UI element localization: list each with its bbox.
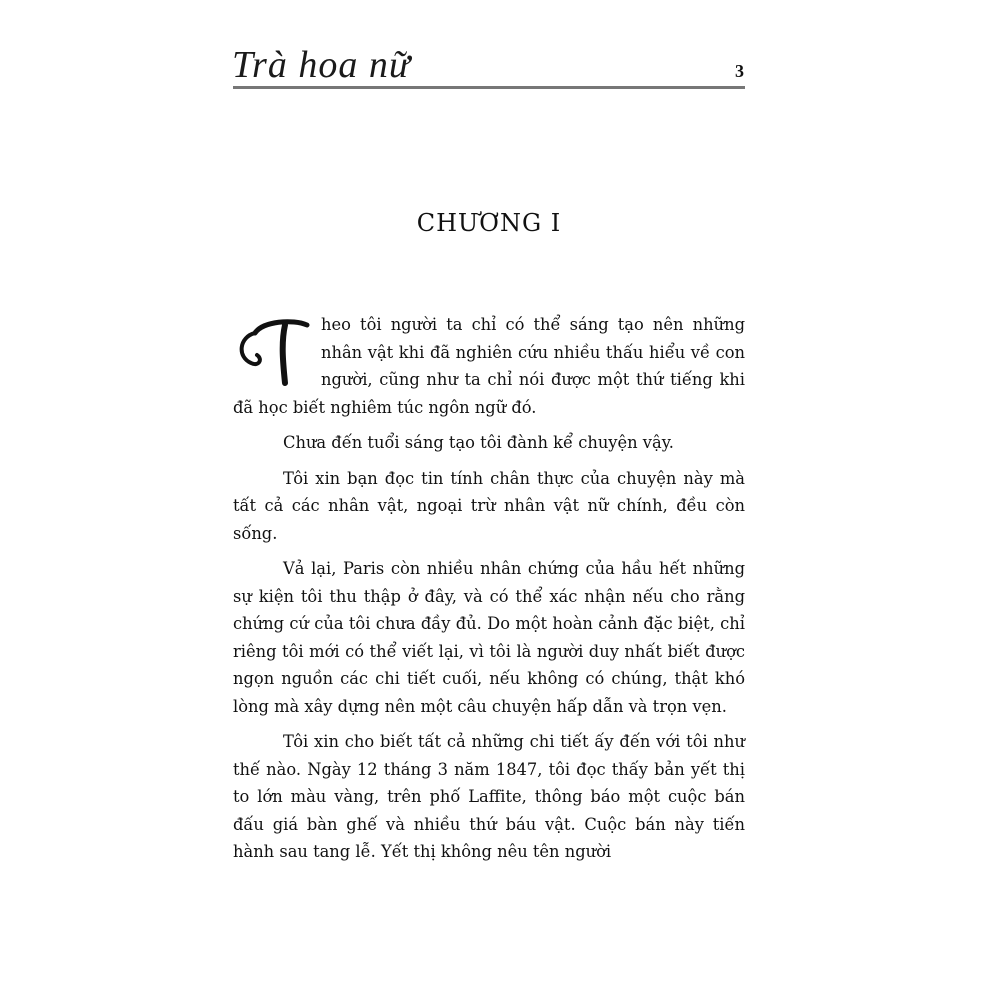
chapter-title: CHƯƠNG I [416,209,562,237]
paragraph-5: Tôi xin cho biết tất cả những chi tiết ấy đến với tôi như thế nào. Ngày 12 tháng 3 năm 1847, tôi đọc thấy bản yết thị to lớn màu vàng, trên phố Laffite, thông báo một cuộc bán đấu giá bàn ghế và nhiều thứ báu vật. Cuộc bán này tiến hành sau tang lễ. Yết thị không nêu tên người [233,732,745,861]
paragraph-1 [233,311,745,421]
chapter-body [233,311,745,874]
book-title: Trà hoa nữ [232,44,411,86]
paragraph-text: heo tôi người ta chỉ có thể sáng tạo nên những nhân vật khi đã nghiên cứu nhiều thấu hiểu về con người, cũng như ta chỉ nói được một thứ tiếng khi đã học biết nghiêm túc ngôn ngữ đó. [233,315,745,417]
paragraph-4: Vả lại, Paris còn nhiều nhân chứng của hầu hết những sự kiện tôi thu thập ở đây, và có thể xác nhận nếu cho rằng chứng cứ của tôi chưa đầy đủ. Do một hoàn cảnh đặc biệt, chỉ riêng tôi mới có thể viết lại, vì tôi là người duy nhất biết được ngọn nguồn các chi tiết cuối, nếu không có chúng, thật khó lòng mà xây dựng nên một câu chuyện hấp dẫn và trọn vẹn. [233,559,745,716]
dropcap-letter-icon [233,313,313,393]
page-number: 3 [735,61,744,81]
header-divider [233,86,745,89]
paragraph-3: Tôi xin bạn đọc tin tính chân thực của chuyện này mà tất cả các nhân vật, ngoại trừ nhân vật nữ chính, đều còn sống. [233,468,745,543]
paragraph-2: Chưa đến tuổi sáng tạo tôi đành kể chuyện vậy. [283,433,674,452]
